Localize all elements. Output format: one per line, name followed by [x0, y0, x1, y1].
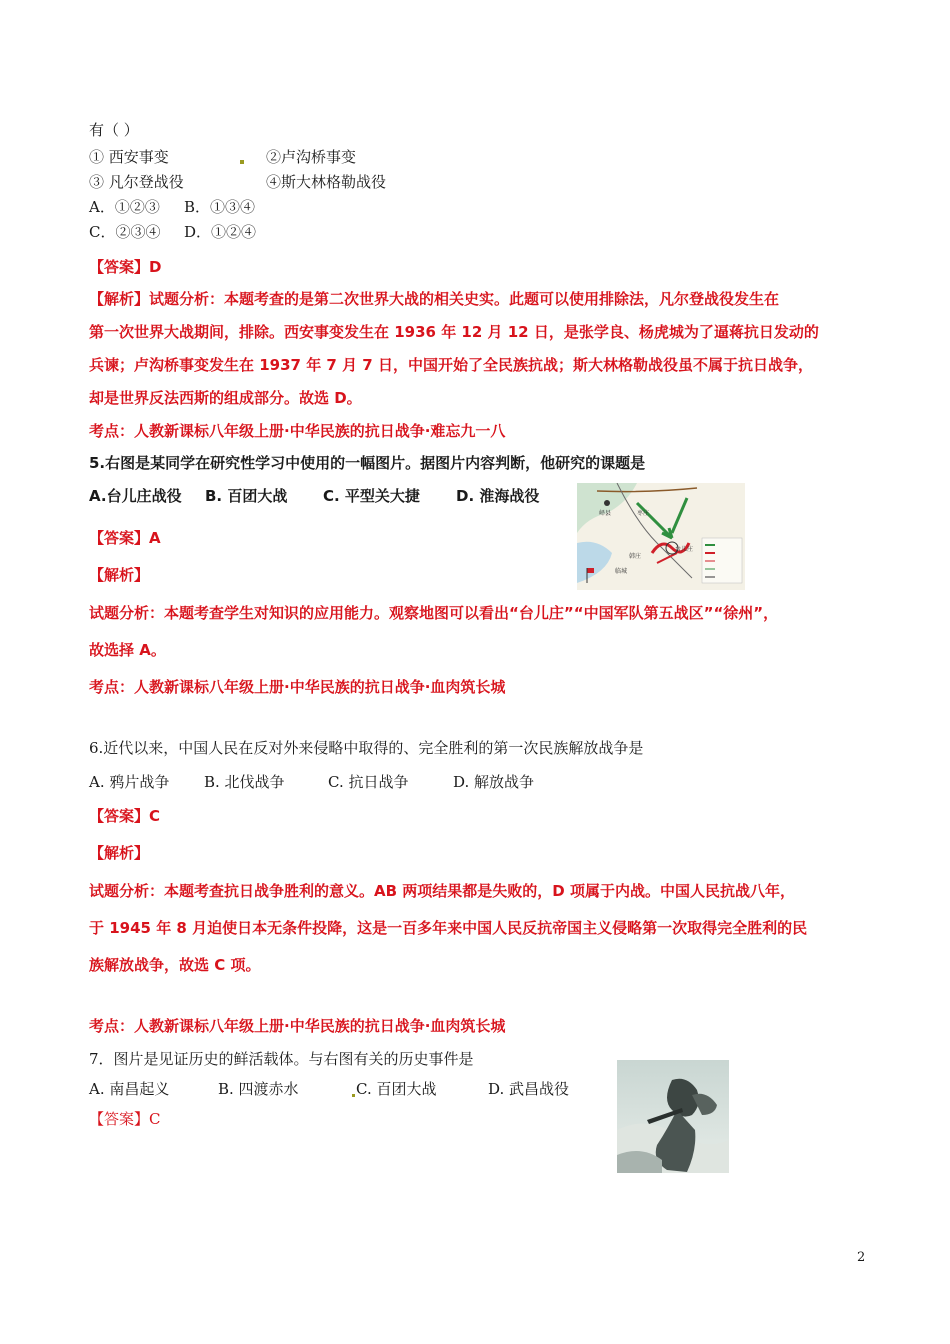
q4-item-4: ④斯大林格勒战役: [266, 173, 387, 191]
q5-analysis-line-1: 试题分析：本题考查学生对知识的应用能力。观察地图可以看出“台儿庄”“中国军队第五战区”“徐州”，: [89, 604, 779, 622]
q5-option-d: D. 淮海战役: [456, 487, 540, 505]
map-label-taierzhuang: 台儿庄: [675, 546, 694, 553]
q6-analysis-line-1: 试题分析：本题考查抗日战争胜利的意义。AB 两项结果都是失败的，D 项属于内战。中国人民抗战八年，: [89, 882, 795, 900]
q6-option-c: C. 抗日战争: [328, 773, 409, 791]
q5-answer: 【答案】A: [89, 529, 161, 547]
map-label-yixian: 峄县: [599, 510, 612, 517]
q5-kaodian: 考点：人教新课标八年级上册·中华民族的抗日战争·血肉筑长城: [89, 678, 506, 696]
q6-option-b: B. 北伐战争: [204, 773, 285, 791]
q4-analysis-line-1: 【解析】试题分析：本题考查的是第二次世界大战的相关史实。此题可以使用排除法，凡尔登战役发生在: [89, 290, 780, 308]
q7-option-c: C. 百团大战: [356, 1080, 437, 1098]
q4-analysis-line-4: 却是世界反法西斯的组成部分。故选 D。: [89, 389, 362, 407]
q7-answer: 【答案】C: [89, 1110, 161, 1128]
page-number: 2: [857, 1250, 866, 1265]
q4-option-b: B．①③④: [184, 198, 256, 216]
q7-stem: 7．图片是见证历史的鲜活载体。与右图有关的历史事件是: [89, 1050, 474, 1068]
q6-answer: 【答案】C: [89, 807, 161, 825]
map-label-zaozhuang: 枣庄: [637, 510, 650, 517]
q7-option-d: D. 武昌战役: [488, 1080, 570, 1098]
q5-option-a: A.台儿庄战役: [89, 487, 182, 505]
q5-analysis-line-2: 故选择 A。: [89, 641, 166, 659]
battle-photo: [617, 1060, 729, 1173]
q6-analysis-line-2: 于 1945 年 8 月迫使日本无条件投降，这是一百多年来中国人民反抗帝国主义侵略第一次取得完全胜利的民: [89, 919, 808, 937]
q4-option-a: A．①②③: [89, 198, 160, 216]
q4-item-3: ③ 凡尔登战役: [89, 173, 184, 191]
taierzhuang-map: [577, 483, 745, 590]
q4-answer: 【答案】D: [89, 258, 162, 276]
q5-stem: 5.右图是某同学在研究性学习中使用的一幅图片。据图片内容判断，他研究的课题是: [89, 454, 646, 472]
q7-option-a: A. 南昌起义: [89, 1080, 170, 1098]
q4-item-1: ① 西安事变: [89, 148, 169, 166]
q6-analysis-line-3: 族解放战争，故选 C 项。: [89, 956, 261, 974]
q6-stem: 6.近代以来，中国人民在反对外来侵略中取得的、完全胜利的第一次民族解放战争是: [89, 739, 644, 757]
q6-option-a: A. 鸦片战争: [89, 773, 170, 791]
stray-dot-2: [352, 1094, 355, 1097]
map-label-lincheng: 临城: [615, 568, 628, 575]
map-label-hanzhuang: 韩庄: [629, 553, 642, 560]
stray-dot: [240, 160, 244, 164]
q6-kaodian: 考点：人教新课标八年级上册·中华民族的抗日战争·血肉筑长城: [89, 1017, 506, 1035]
q4-item-2: ②卢沟桥事变: [266, 148, 357, 166]
q4-option-d: D．①②④: [184, 223, 257, 241]
q4-option-c: C．②③④: [89, 223, 161, 241]
q5-option-c: C. 平型关大捷: [323, 487, 420, 505]
q4-analysis-line-2: 第一次世界大战期间，排除。西安事变发生在 1936 年 12 月 12 日，是张学良、杨虎城为了逼蒋抗日发动的: [89, 323, 819, 341]
q4-stem-tail: 有（ ）: [89, 121, 139, 139]
q5-analysis-title: 【解析】: [89, 566, 150, 584]
q7-option-b: B. 四渡赤水: [218, 1080, 299, 1098]
q6-analysis-title: 【解析】: [89, 844, 150, 862]
q4-kaodian: 考点：人教新课标八年级上册·中华民族的抗日战争·难忘九一八: [89, 422, 506, 440]
q5-option-b: B. 百团大战: [205, 487, 288, 505]
q6-option-d: D. 解放战争: [453, 773, 535, 791]
q4-analysis-line-3: 兵谏；卢沟桥事变发生在 1937 年 7 月 7 日，中国开始了全民族抗战；斯大林格勒战役虽不属于抗日战争，: [89, 356, 813, 374]
